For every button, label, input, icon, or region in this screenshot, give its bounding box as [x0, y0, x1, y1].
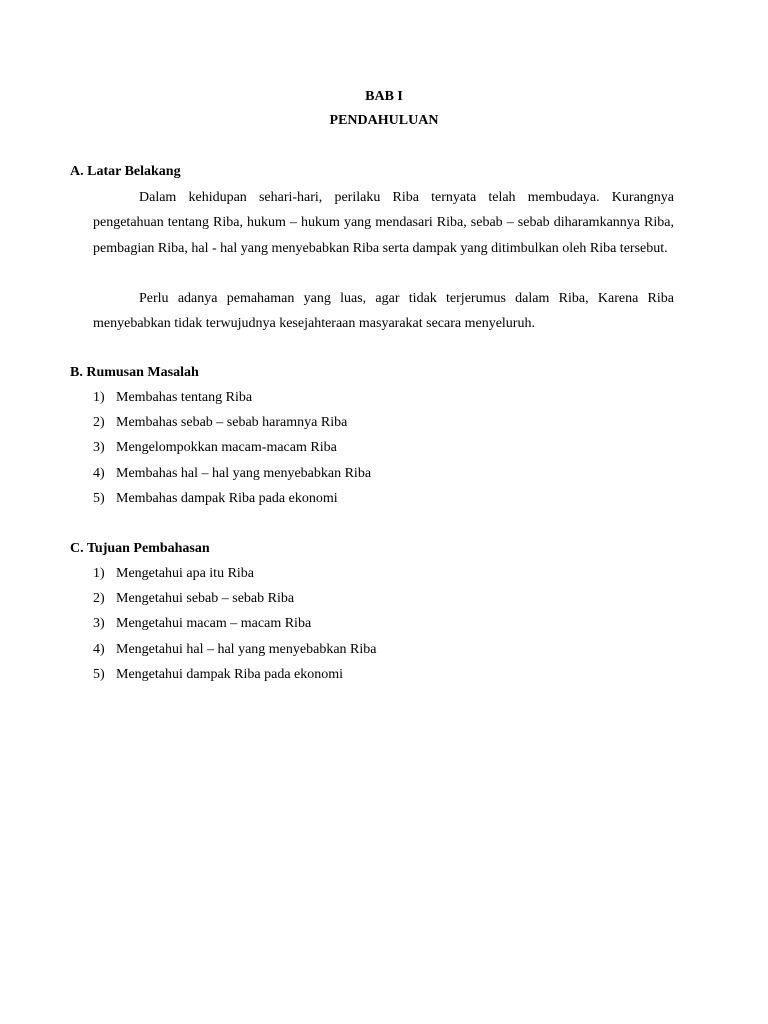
list-number: 1) — [93, 390, 105, 405]
list-number: 3) — [93, 440, 105, 456]
list-text: Membahas hal – hal yang menyebabkan Riba — [116, 465, 372, 481]
section-c-heading: C. Tujuan Pembahasan — [70, 541, 210, 556]
list-text: Mengetahui dampak Riba pada ekonomi — [116, 666, 344, 682]
list-text: Mengetahui macam – macam Riba — [116, 616, 312, 632]
objective-list — [93, 565, 376, 691]
list-text: Mengetahui hal – hal yang menyebabkan Riba — [116, 641, 377, 657]
list-number: 2) — [93, 591, 105, 607]
list-item — [93, 465, 371, 490]
paragraph-1 — [93, 185, 674, 261]
section-a-heading: A. Latar Belakang — [70, 164, 181, 179]
list-number: 4) — [93, 465, 105, 481]
list-item — [93, 590, 376, 615]
list-text: Membahas dampak Riba pada ekonomi — [116, 490, 338, 506]
paragraph-1-text: Dalam kehidupan sehari-hari, perilaku Riba ternyata telah membudaya. Kurangnya pengetahuan tentang Riba, hukum – hukum yang mendasari Riba, sebab – sebab diharamkannya Riba, pembagian Riba, hal - hal yang menyebabkan Riba serta dampak yang ditimbulkan oleh Riba tersebut. — [93, 190, 674, 256]
list-item — [93, 490, 371, 515]
list-number: 4) — [93, 641, 105, 657]
list-text: Membahas tentang Riba — [116, 390, 253, 405]
chapter-number: BAB I — [365, 89, 403, 104]
list-item — [93, 641, 376, 666]
list-number: 1) — [93, 566, 105, 581]
list-item — [93, 615, 376, 640]
list-item — [93, 666, 376, 691]
list-number: 5) — [93, 490, 105, 506]
list-number: 5) — [93, 666, 105, 682]
list-number: 2) — [93, 415, 105, 431]
list-text: Mengetahui sebab – sebab Riba — [116, 591, 295, 607]
list-item — [93, 414, 371, 439]
chapter-title: PENDAHULUAN — [329, 113, 439, 128]
list-number: 3) — [93, 616, 105, 632]
list-text: Mengelompokkan macam-macam Riba — [116, 440, 337, 456]
paragraph-2 — [93, 286, 674, 337]
list-text: Mengetahui apa itu Riba — [116, 566, 255, 581]
list-text: Membahas sebab – sebab haramnya Riba — [116, 415, 348, 431]
list-item — [93, 565, 376, 590]
section-b-heading: B. Rumusan Masalah — [70, 365, 199, 380]
paragraph-2-text: Perlu adanya pemahaman yang luas, agar tidak terjerumus dalam Riba, Karena Riba menyebabkan tidak terwujudnya kesejahteraan masyarakat secara menyeluruh. — [93, 291, 674, 332]
problem-list — [93, 389, 371, 515]
list-item — [93, 439, 371, 464]
list-item — [93, 389, 371, 414]
